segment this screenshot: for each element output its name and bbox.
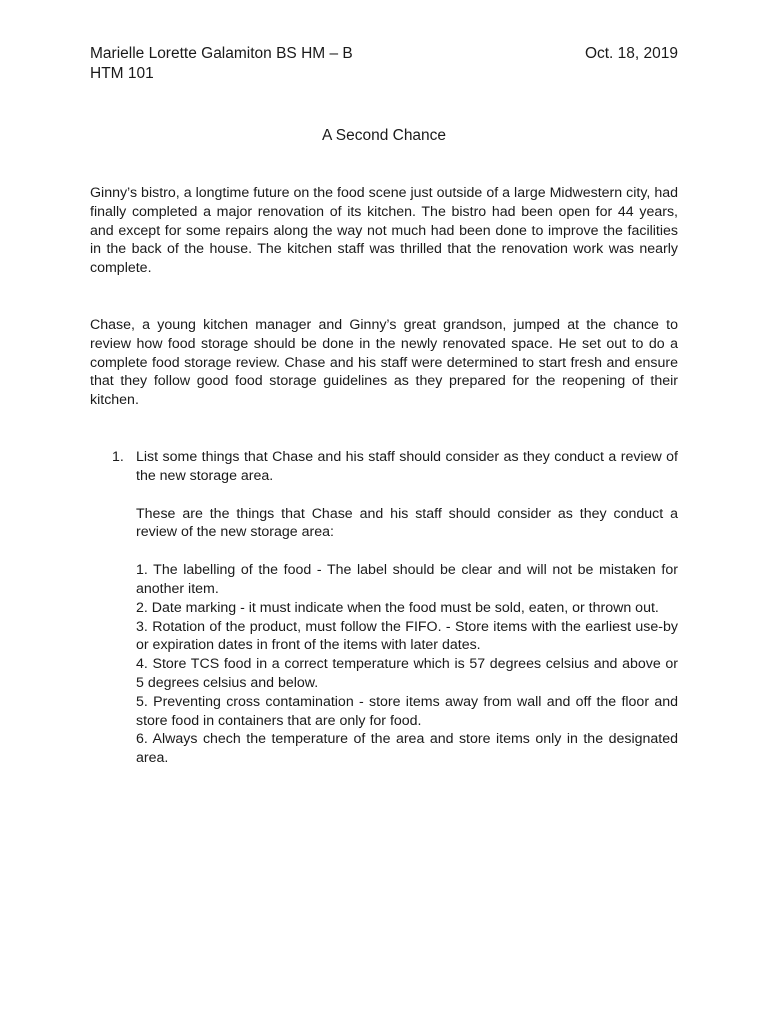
question-1 bbox=[112, 448, 678, 486]
author-line: Marielle Lorette Galamiton BS HM – B bbox=[90, 45, 353, 62]
answer-item-6: 6. Always chech the temperature of the area and store items only in the designated area. bbox=[136, 731, 678, 767]
answer-item-1: 1. The labelling of the food - The label should be clear and will not be mistaken for another item. bbox=[136, 562, 678, 597]
answer-block bbox=[136, 505, 678, 768]
course-code: HTM 101 bbox=[90, 65, 154, 82]
paragraph-2: Chase, a young kitchen manager and Ginny’s great grandson, jumped at the chance to review how food storage should be done in the newly renovated space. He set out to do a complete food storage review. Chase and his staff were determined to start fresh and ensure that they follow good food storage guidelines as they prepared for the reopening of their kitchen. bbox=[90, 316, 678, 409]
answer-item-4: 4. Store TCS food in a correct temperature which is 57 degrees celsius and above or 5 degrees celsius and below. bbox=[136, 656, 678, 691]
answer-intro: These are the things that Chase and his staff should consider as they conduct a review of the new storage area: bbox=[136, 505, 678, 541]
document-title: A Second Chance bbox=[321, 127, 447, 144]
question-text: List some things that Chase and his staff should consider as they conduct a review of the new storage area. bbox=[136, 448, 678, 484]
answer-item-5: 5. Preventing cross contamination - store items away from wall and off the floor and store food in containers that are only for food. bbox=[136, 693, 678, 729]
answer-item-2: 2. Date marking - it must indicate when the food must be sold, eaten, or thrown out. bbox=[136, 599, 659, 616]
document-page bbox=[90, 44, 678, 768]
paragraph-1: Ginny’s bistro, a longtime future on the food scene just outside of a large Midwestern city, had finally completed a major renovation of its kitchen. The bistro had been open for 44 years, and except for some repairs along the way not much had been done to improve the facilities in the back of the house. The kitchen staff was thrilled that the renovation work was nearly complete. bbox=[90, 185, 678, 277]
document-header bbox=[90, 44, 678, 64]
question-number: 1. bbox=[112, 448, 124, 465]
answer-item-3: 3. Rotation of the product, must follow the FIFO. - Store items with the earliest use-by or expiration dates in front of the items with later dates. bbox=[136, 618, 678, 654]
document-date: Oct. 18, 2019 bbox=[584, 45, 678, 62]
answer-list bbox=[136, 561, 678, 768]
